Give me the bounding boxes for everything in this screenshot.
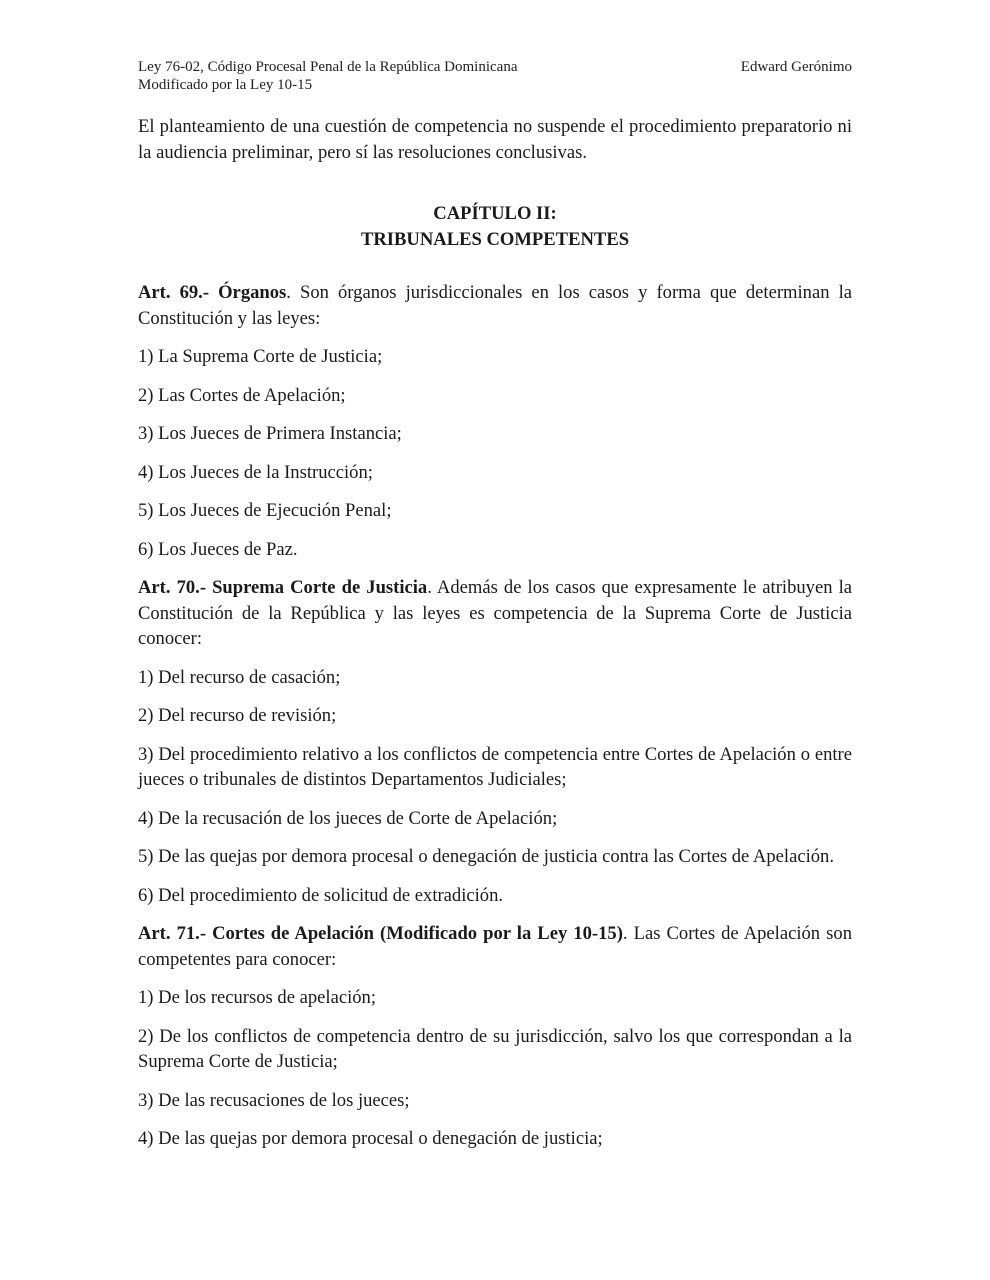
list-item: 4) Los Jueces de la Instrucción; (138, 461, 373, 483)
list-item: 1) De los recursos de apelación; (138, 987, 377, 1008)
list-item: 2) De los conflictos de competencia dentro de su jurisdicción, salvo los que correspondan a la Suprema Corte de Justicia; (138, 1025, 852, 1072)
document-body (138, 114, 852, 1165)
list-item: 6) Del procedimiento de solicitud de extradición. (138, 884, 504, 906)
article-71 (138, 921, 852, 972)
article-69 (138, 280, 852, 331)
list-item: 3) De las recusaciones de los jueces; (138, 1089, 410, 1111)
article-71-text: . Las Cortes de Apelación son competentes para conocer: (138, 923, 852, 970)
list-item: 3) Del procedimiento relativo a los conflictos de competencia entre Cortes de Apelación o entre jueces o tribunales de distintos Departamentos Judiciales; (138, 743, 852, 790)
header-subtitle: Modificado por la Ley 10-15 (138, 77, 313, 93)
list-item: 2) Del recurso de revisión; (138, 705, 337, 726)
article-71-label: Art. 71.- Cortes de Apelación (Modificado por la Ley 10-15) (138, 923, 623, 944)
header-row (138, 58, 852, 76)
chapter-title: TRIBUNALES COMPETENTES (360, 229, 630, 250)
list-item: 1) La Suprema Corte de Justicia; (138, 346, 383, 367)
list-item: 3) Los Jueces de Primera Instancia; (138, 423, 402, 444)
article-69-text: . Son órganos jurisdiccionales en los casos y forma que determinan la Constitución y las leyes: (138, 282, 852, 329)
article-70-label: Art. 70.- Suprema Corte de Justicia (138, 577, 428, 598)
chapter-heading (138, 201, 852, 253)
list-item: 5) Los Jueces de Ejecución Penal; (138, 500, 392, 521)
list-item: 4) De la recusación de los jueces de Corte de Apelación; (138, 807, 558, 829)
header-author: Edward Gerónimo (740, 59, 852, 75)
list-item: 5) De las quejas por demora procesal o denegación de justicia contra las Cortes de Apelación. (138, 846, 834, 867)
chapter-number: CAPÍTULO II: (433, 203, 557, 224)
list-item: 6) Los Jueces de Paz. (138, 538, 298, 560)
intro-paragraph: El planteamiento de una cuestión de competencia no suspende el procedimiento preparatorio ni la audiencia preliminar, pero sí las resoluciones conclusivas. (138, 116, 852, 163)
article-70-text: . Además de los casos que expresamente le atribuyen la Constitución de la República y las leyes es competencia de la Suprema Corte de Justicia conocer: (138, 577, 853, 649)
list-item: 1) Del recurso de casación; (138, 666, 341, 688)
article-69-label: Art. 69.- Órganos (138, 282, 287, 303)
list-item: 4) De las quejas por demora procesal o denegación de justicia; (138, 1128, 603, 1149)
header-title: Ley 76-02, Código Procesal Penal de la República Dominicana (138, 59, 518, 75)
list-item: 2) Las Cortes de Apelación; (138, 384, 346, 406)
article-70 (138, 575, 852, 652)
page-header (138, 58, 852, 94)
